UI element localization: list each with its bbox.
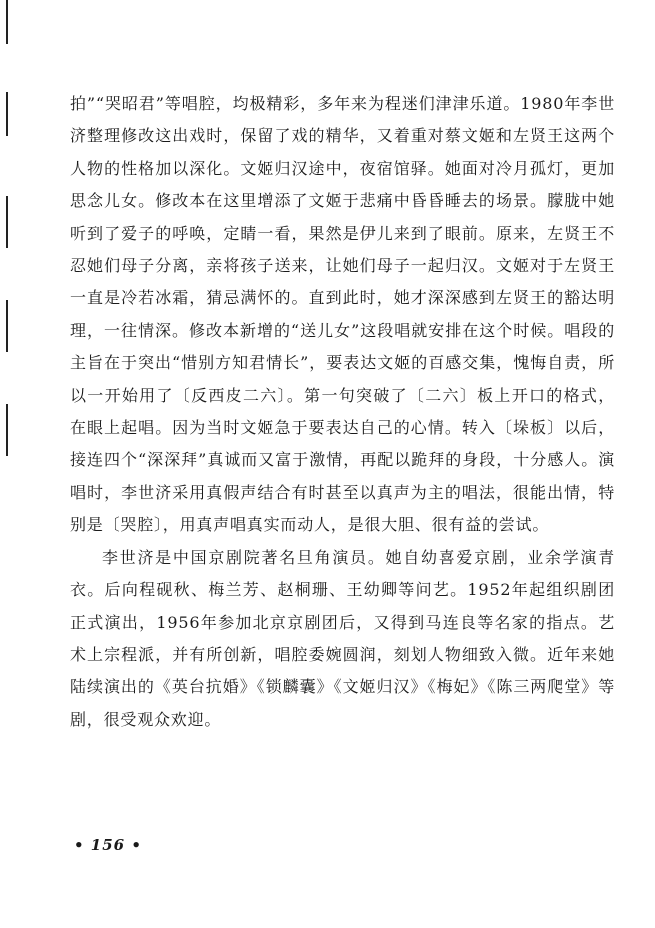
- scan-edge-mark: [6, 0, 8, 44]
- page-number: • 156 •: [74, 836, 142, 854]
- paragraph-biography: 李世济是中国京剧院著名旦角演员。她自幼喜爱京剧，业余学演青衣。后向程砚秋、梅兰芳、赵桐珊、王幼卿等问艺。1952年起组织剧团正式演出，1956年参加北京京剧团后，又得到马连良等名家的指点。艺术上宗程派，并有所创新，唱腔委婉圆润，刻划人物细致入微。近年来她陆续演出的《英台抗婚》《锁麟囊》《文姬归汉》《梅妃》《陈三两爬堂》等剧，很受观众欢迎。: [70, 547, 615, 729]
- scan-edge-mark: [6, 196, 8, 248]
- paragraph-continued: 拍”“哭昭君”等唱腔，均极精彩，多年来为程迷们津津乐道。1980年李世济整理修改这出戏时，保留了戏的精华，又着重对蔡文姬和左贤王这两个人物的性格加以深化。文姬归汉途中，夜宿馆驿。她面对冷月孤灯，更加思念儿女。修改本在这里增添了文姬于悲痛中昏昏睡去的场景。朦胧中她听到了爱子的呼唤，定睛一看，果然是伊儿来到了眼前。原来，左贤王不忍她们母子分离，亲将孩子送来，让她们母子一起归汉。文姬对于左贤王一直是冷若冰霜，猜忌满怀的。直到此时，她才深深感到左贤王的豁达明理，一往情深。修改本新增的“送儿女”这段唱就安排在这个时候。唱段的主旨在于突出“惜别方知君情长”，要表达文姬的百感交集，愧悔自责，所以一开始用了〔反西皮二六〕。第一句突破了〔二六〕板上开口的格式，在眼上起唱。因为当时文姬急于要表达自己的心情。转入〔垛板〕以后，接连四个“深深拜”真诚而又富于激情，再配以跪拜的身段，十分感人。演唱时，李世济采用真假声结合有时甚至以真声为主的唱法，很能出情，特别是〔哭腔〕，用真声唱真实而动人，是很大胆、很有益的尝试。: [70, 94, 615, 535]
- scan-edge-mark: [6, 404, 8, 456]
- scan-edge-mark: [6, 92, 8, 136]
- scan-edge-mark: [6, 300, 8, 352]
- book-page: [70, 88, 615, 736]
